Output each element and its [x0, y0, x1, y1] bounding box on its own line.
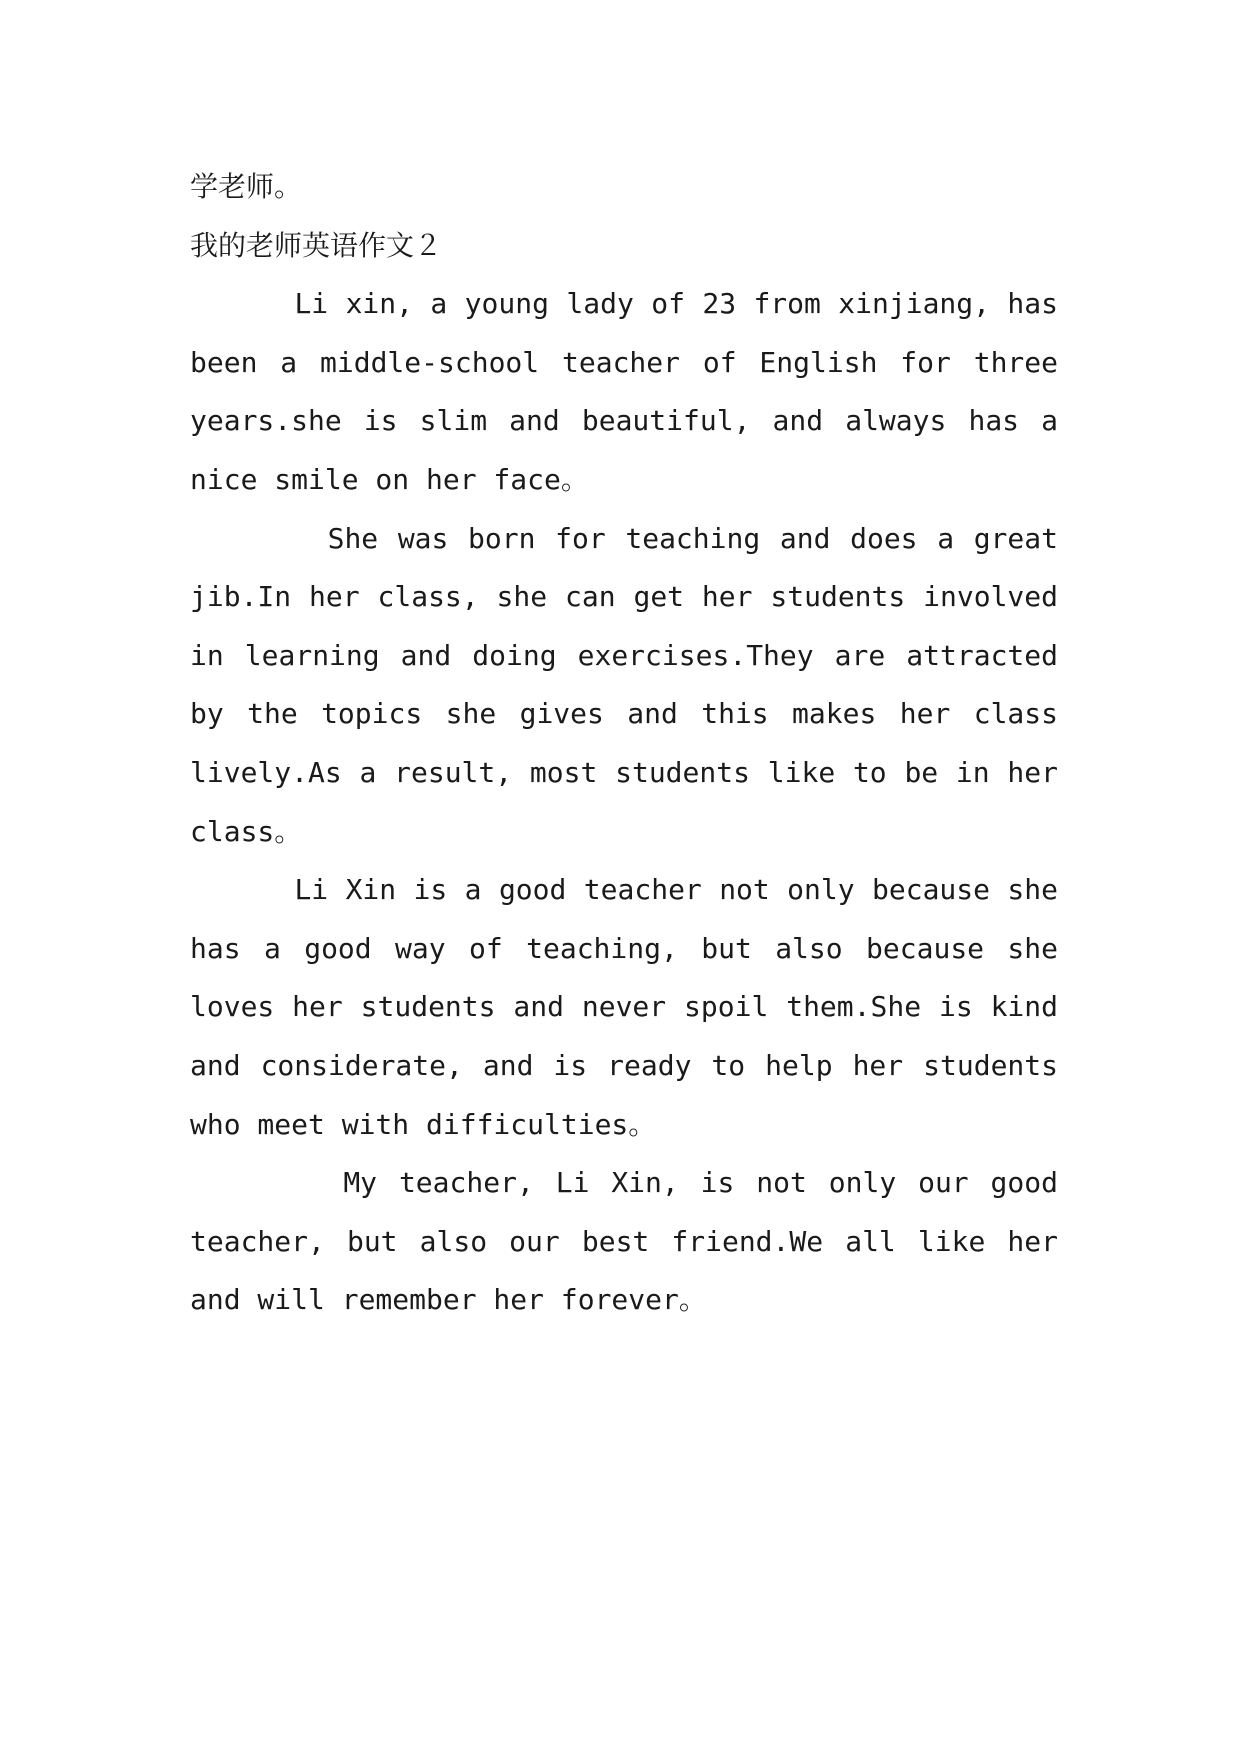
- continuation-line: 学老师。: [190, 170, 303, 203]
- document-page: [190, 158, 1075, 1330]
- essay-heading: 我的老师英语作文２: [190, 228, 443, 262]
- paragraph-4: My teacher, Li Xin, is not only our good teacher, but also our best friend.We all like her and will remember her forever。: [190, 1166, 1075, 1317]
- paragraph-2: She was born for teaching and does a great jib.In her class, she can get her students involved in learning and doing exercises.They are attracted by the topics she gives and this makes her class lively.As a result, most students like to be in her class。: [190, 521, 1075, 848]
- paragraph-1: Li xin, a young lady of 23 from xinjiang, has been a middle-school teacher of English for three years.she is slim and beautiful, and always has a nice smile on her face。: [190, 287, 1075, 496]
- paragraph-3: Li Xin is a good teacher not only because she has a good way of teaching, but also because she loves her students and never spoil them.She is kind and considerate, and is ready to help her students who meet with difficulties。: [190, 873, 1075, 1141]
